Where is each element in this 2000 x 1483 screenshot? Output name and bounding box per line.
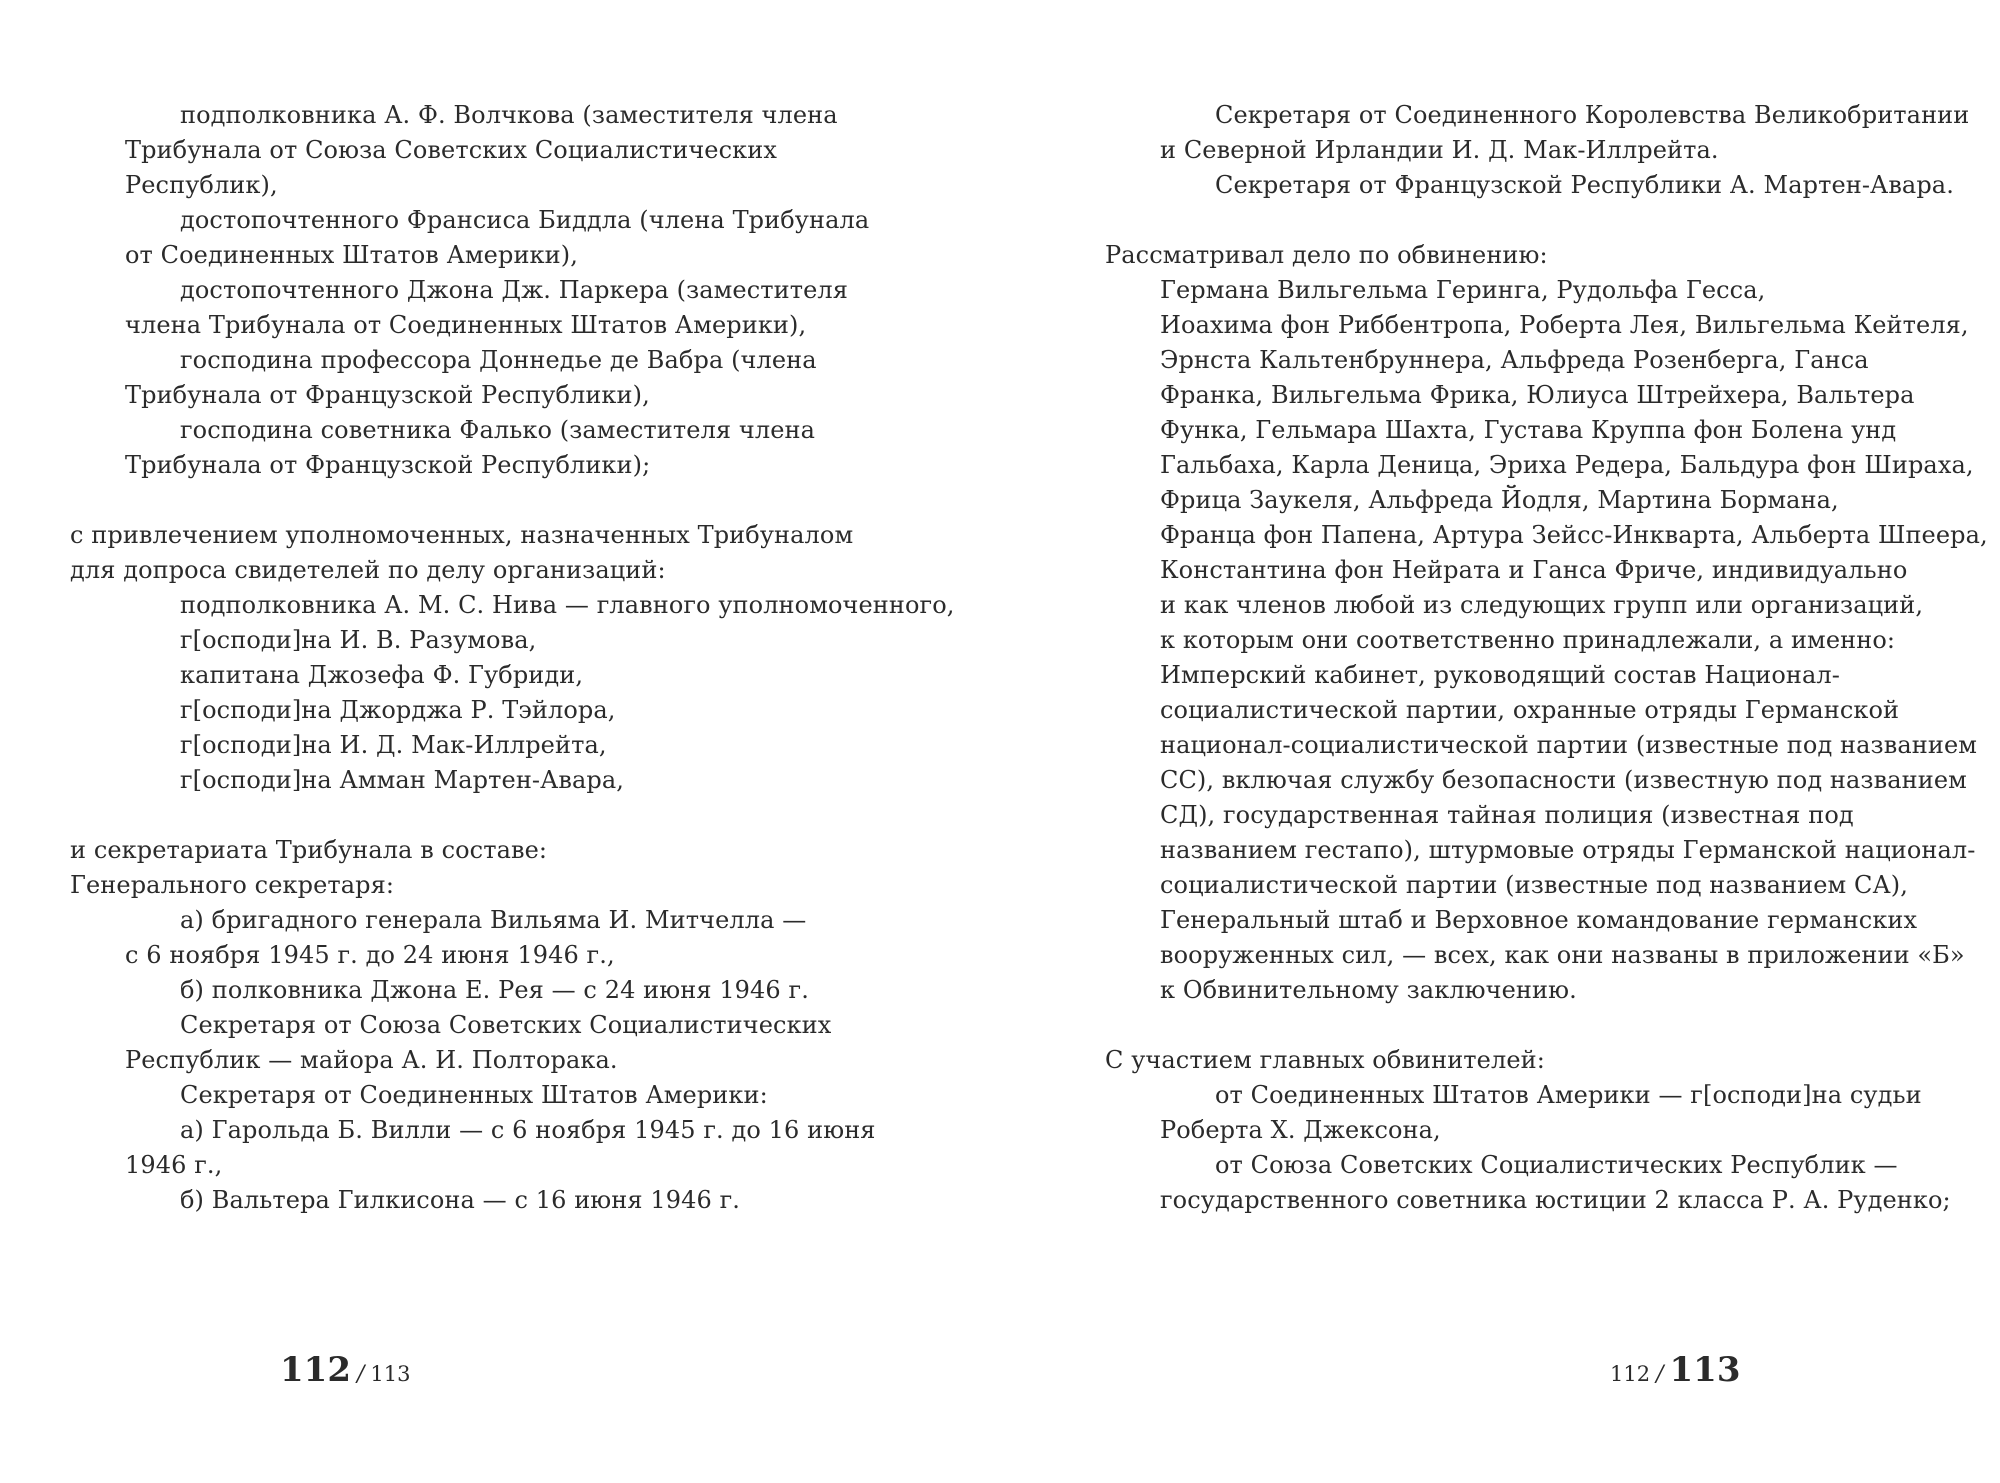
text-line: капитана Джозефа Ф. Губриди,: [180, 661, 584, 689]
text-line: вооруженных сил, — всех, как они названы в приложении «Б»: [1160, 941, 1965, 969]
text-line: социалистической партии, охранные отряды Германской: [1160, 696, 1900, 724]
text-line: с привлечением уполномоченных, назначенных Трибуналом: [70, 521, 854, 549]
text-line: Трибунала от Французской Республики);: [125, 451, 651, 479]
text-line: от Соединенных Штатов Америки),: [125, 241, 578, 269]
text-line: достопочтенного Франсиса Биддла (члена Трибунала: [180, 206, 870, 234]
text-line: г[осподи]на Амман Мартен-Авара,: [180, 766, 625, 794]
text-line: от Союза Советских Социалистических Республик —: [1215, 1151, 1898, 1179]
text-line: 1946 г.,: [125, 1151, 223, 1179]
text-line: Фрица Заукеля, Альфреда Йодля, Мартина Бормана,: [1160, 486, 1839, 514]
text-line: СС), включая службу безопасности (известную под названием: [1160, 766, 1967, 794]
text-line: Республик — майора А. И. Полторака.: [125, 1046, 618, 1074]
right-page-folio: [1610, 1350, 1741, 1390]
text-line: б) Вальтера Гилкисона — с 16 июня 1946 г.: [180, 1186, 740, 1214]
folio-separator: /: [1656, 1362, 1664, 1387]
text-line: Рассматривал дело по обвинению:: [1105, 241, 1548, 269]
text-line: С участием главных обвинителей:: [1105, 1046, 1545, 1074]
text-line: Трибунала от Французской Республики),: [125, 381, 650, 409]
text-line: и Северной Ирландии И. Д. Мак-Иллрейта.: [1160, 136, 1719, 164]
text-line: Гальбаха, Карла Деница, Эриха Редера, Бальдура фон Шираха,: [1160, 451, 1974, 479]
text-line: г[осподи]на Джорджа Р. Тэйлора,: [180, 696, 616, 724]
text-line: Генерального секретаря:: [70, 871, 395, 899]
text-line: Имперский кабинет, руководящий состав Национал-: [1160, 661, 1840, 689]
facing-page-number: 113: [370, 1362, 411, 1386]
text-line: Константина фон Нейрата и Ганса Фриче, индивидуально: [1160, 556, 1908, 584]
text-line: г[осподи]на И. Д. Мак-Иллрейта,: [180, 731, 607, 759]
text-line: государственного советника юстиции 2 класса Р. А. Руденко;: [1160, 1186, 1951, 1214]
text-line: Германа Вильгельма Геринга, Рудольфа Гесса,: [1160, 276, 1766, 304]
text-line: национал-социалистической партии (известные под названием: [1160, 731, 1978, 759]
text-line: Секретаря от Союза Советских Социалистических: [180, 1011, 832, 1039]
text-line: с 6 ноября 1945 г. до 24 июня 1946 г.,: [125, 941, 615, 969]
text-line: Функа, Гельмара Шахта, Густава Круппа фон Болена унд: [1160, 416, 1897, 444]
text-line: Секретаря от Соединенного Королевства Великобритании: [1215, 101, 1970, 129]
text-line: а) бригадного генерала Вильяма И. Митчелла —: [180, 906, 807, 934]
text-line: и как членов любой из следующих групп или организаций,: [1160, 591, 1924, 619]
current-page-number: 112: [280, 1350, 351, 1390]
text-line: достопочтенного Джона Дж. Паркера (заместителя: [180, 276, 849, 304]
text-line: Эрнста Кальтенбруннера, Альфреда Розенберга, Ганса: [1160, 346, 1869, 374]
left-page-folio: [280, 1350, 411, 1390]
text-line: социалистической партии (известные под названием СА),: [1160, 871, 1908, 899]
facing-page-number: 112: [1610, 1362, 1651, 1386]
text-line: к которым они соответственно принадлежали, а именно:: [1160, 626, 1896, 654]
text-line: Секретаря от Соединенных Штатов Америки:: [180, 1081, 768, 1109]
text-line: члена Трибунала от Соединенных Штатов Америки),: [125, 311, 807, 339]
text-line: господина профессора Доннедье де Вабра (члена: [180, 346, 817, 374]
text-line: для допроса свидетелей по делу организаций:: [70, 556, 666, 584]
text-line: б) полковника Джона Е. Рея — с 24 июня 1946 г.: [180, 976, 809, 1004]
text-line: г[осподи]на И. В. Разумова,: [180, 626, 537, 654]
folio-separator: /: [356, 1362, 365, 1387]
text-line: и секретариата Трибунала в составе:: [70, 836, 548, 864]
text-line: Франка, Вильгельма Фрика, Юлиуса Штрейхера, Вальтера: [1160, 381, 1915, 409]
text-line: названием гестапо), штурмовые отряды Германской национал-: [1160, 836, 1976, 864]
text-line: к Обвинительному заключению.: [1160, 976, 1577, 1004]
text-line: Иоахима фон Риббентропа, Роберта Лея, Вильгельма Кейтеля,: [1160, 311, 1969, 339]
text-line: Трибунала от Союза Советских Социалистических: [125, 136, 777, 164]
text-line: Республик),: [125, 171, 278, 199]
text-line: от Соединенных Штатов Америки — г[осподи]на судьи: [1215, 1081, 1922, 1109]
text-line: Франца фон Папена, Артура Зейсс-Инкварта, Альберта Шпеера,: [1160, 521, 1988, 549]
right-page-text: [1105, 98, 1988, 1218]
left-page-text: [70, 98, 970, 1218]
text-line: господина советника Фалько (заместителя члена: [180, 416, 816, 444]
text-line: Генеральный штаб и Верховное командование германских: [1160, 906, 1918, 934]
text-line: подполковника А. М. С. Нива — главного уполномоченного,: [180, 591, 955, 619]
text-line: СД), государственная тайная полиция (известная под: [1160, 801, 1854, 829]
text-line: Роберта Х. Джексона,: [1160, 1116, 1441, 1144]
text-line: подполковника А. Ф. Волчкова (заместителя члена: [180, 101, 838, 129]
text-line: а) Гарольда Б. Вилли — с 6 ноября 1945 г. до 16 июня: [180, 1116, 876, 1144]
current-page-number: 113: [1669, 1350, 1741, 1390]
text-line: Секретаря от Французской Республики А. Мартен-Авара.: [1215, 171, 1954, 199]
